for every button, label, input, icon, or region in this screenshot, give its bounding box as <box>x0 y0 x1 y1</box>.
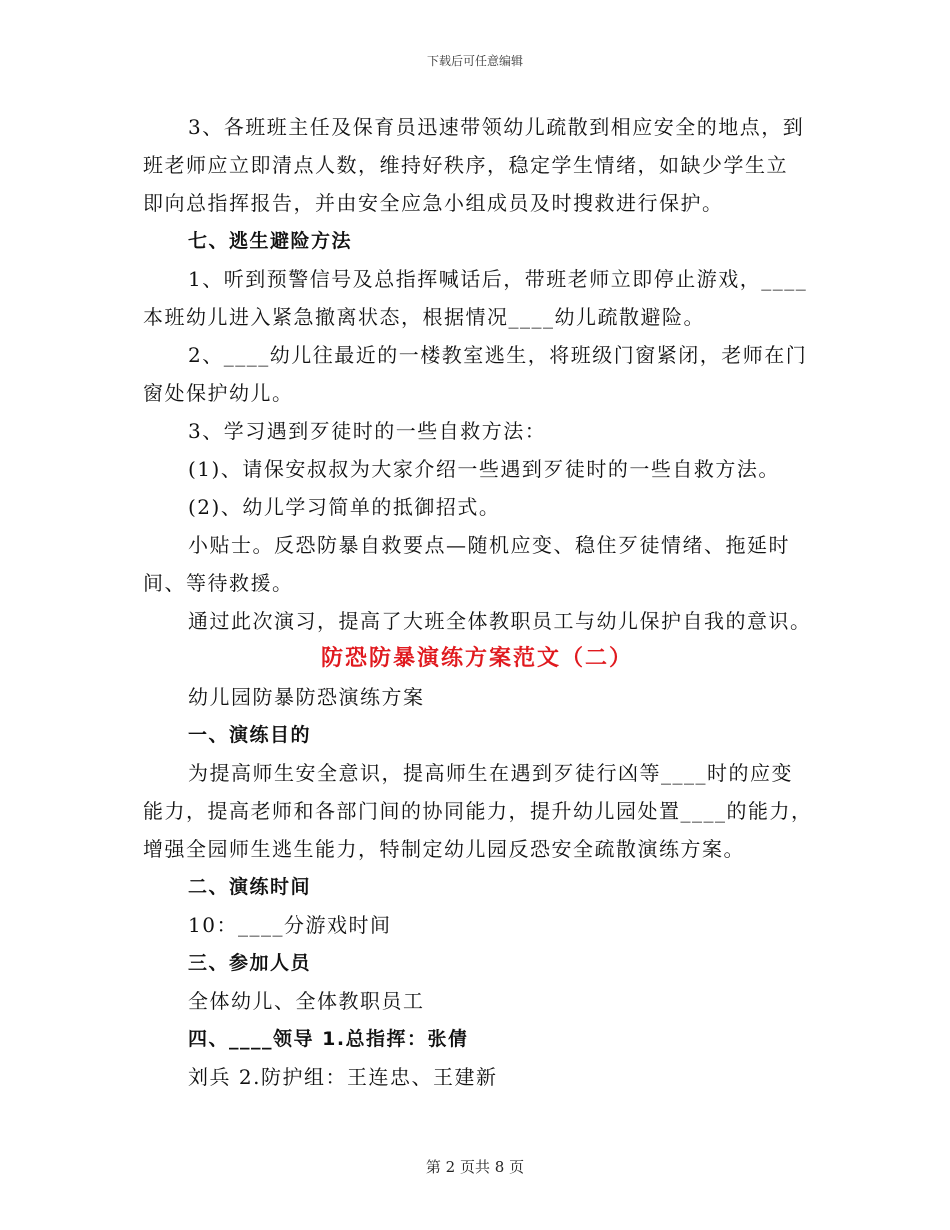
paragraph-line: 3、学习遇到歹徒时的一些自救方法： <box>188 419 547 443</box>
paragraph-line: 小贴士。反恐防暴自救要点—随机应变、稳住歹徒情绪、拖延时 <box>188 533 790 557</box>
paragraph-line: 3、各班班主任及保育员迅速带领幼儿疏散到相应安全的地点，到 <box>188 115 805 139</box>
paragraph-line: 能力，提高老师和各部门间的协同能力，提升幼儿园处置____的能力， <box>143 799 813 823</box>
section-heading: 三、参加人员 <box>188 952 312 974</box>
section-heading: 一、演练目的 <box>188 724 312 746</box>
paragraph-line: 窗处保护幼儿。 <box>143 381 294 405</box>
document-body <box>143 108 811 1096</box>
section-heading: 四、____领导 1.总指挥：张倩 <box>188 1028 469 1050</box>
paragraph-line: 通过此次演习，提高了大班全体教职员工与幼儿保护自我的意识。 <box>188 609 812 633</box>
paragraph-line: 间、等待救援。 <box>143 571 294 595</box>
paragraph-line: 10：____分游戏时间 <box>188 913 392 937</box>
section-heading: 七、逃生避险方法 <box>188 230 353 252</box>
paragraph-line: 刘兵 2.防护组：王连忠、王建新 <box>188 1065 498 1089</box>
page-footer: 第 2 页共 8 页 <box>425 1158 525 1176</box>
paragraph-line: (2)、幼儿学习简单的抵御招式。 <box>188 495 501 519</box>
paragraph-line: 班老师应立即清点人数，维持好秩序，稳定学生情绪，如缺少学生立 <box>143 153 788 177</box>
section-heading: 二、演练时间 <box>188 876 312 898</box>
paragraph-line: 增强全园师生逃生能力，特制定幼儿园反恐安全疏散演练方案。 <box>143 837 745 861</box>
document-title: 防恐防暴演练方案范文（二） <box>320 646 633 671</box>
paragraph-line: (1)、请保安叔叔为大家介绍一些遇到歹徒时的一些自救方法。 <box>188 457 780 481</box>
paragraph-line: 幼儿园防暴防恐演练方案 <box>188 685 425 709</box>
paragraph-line: 为提高师生安全意识，提高师生在遇到歹徒行凶等____时的应变 <box>188 761 793 785</box>
paragraph-line: 1、听到预警信号及总指挥喊话后，带班老师立即停止游戏，____ <box>188 267 808 291</box>
paragraph-line: 即向总指挥报告，并由安全应急小组成员及时搜救进行保护。 <box>143 191 724 215</box>
page-header: 下载后可任意编辑 <box>426 54 523 68</box>
paragraph-line: 2、____幼儿往最近的一楼教室逃生，将班级门窗紧闭，老师在门 <box>188 343 808 367</box>
paragraph-line: 全体幼儿、全体教职员工 <box>188 989 425 1013</box>
paragraph-line: 本班幼儿进入紧急撤离状态，根据情况____幼儿疏散避险。 <box>143 305 705 329</box>
